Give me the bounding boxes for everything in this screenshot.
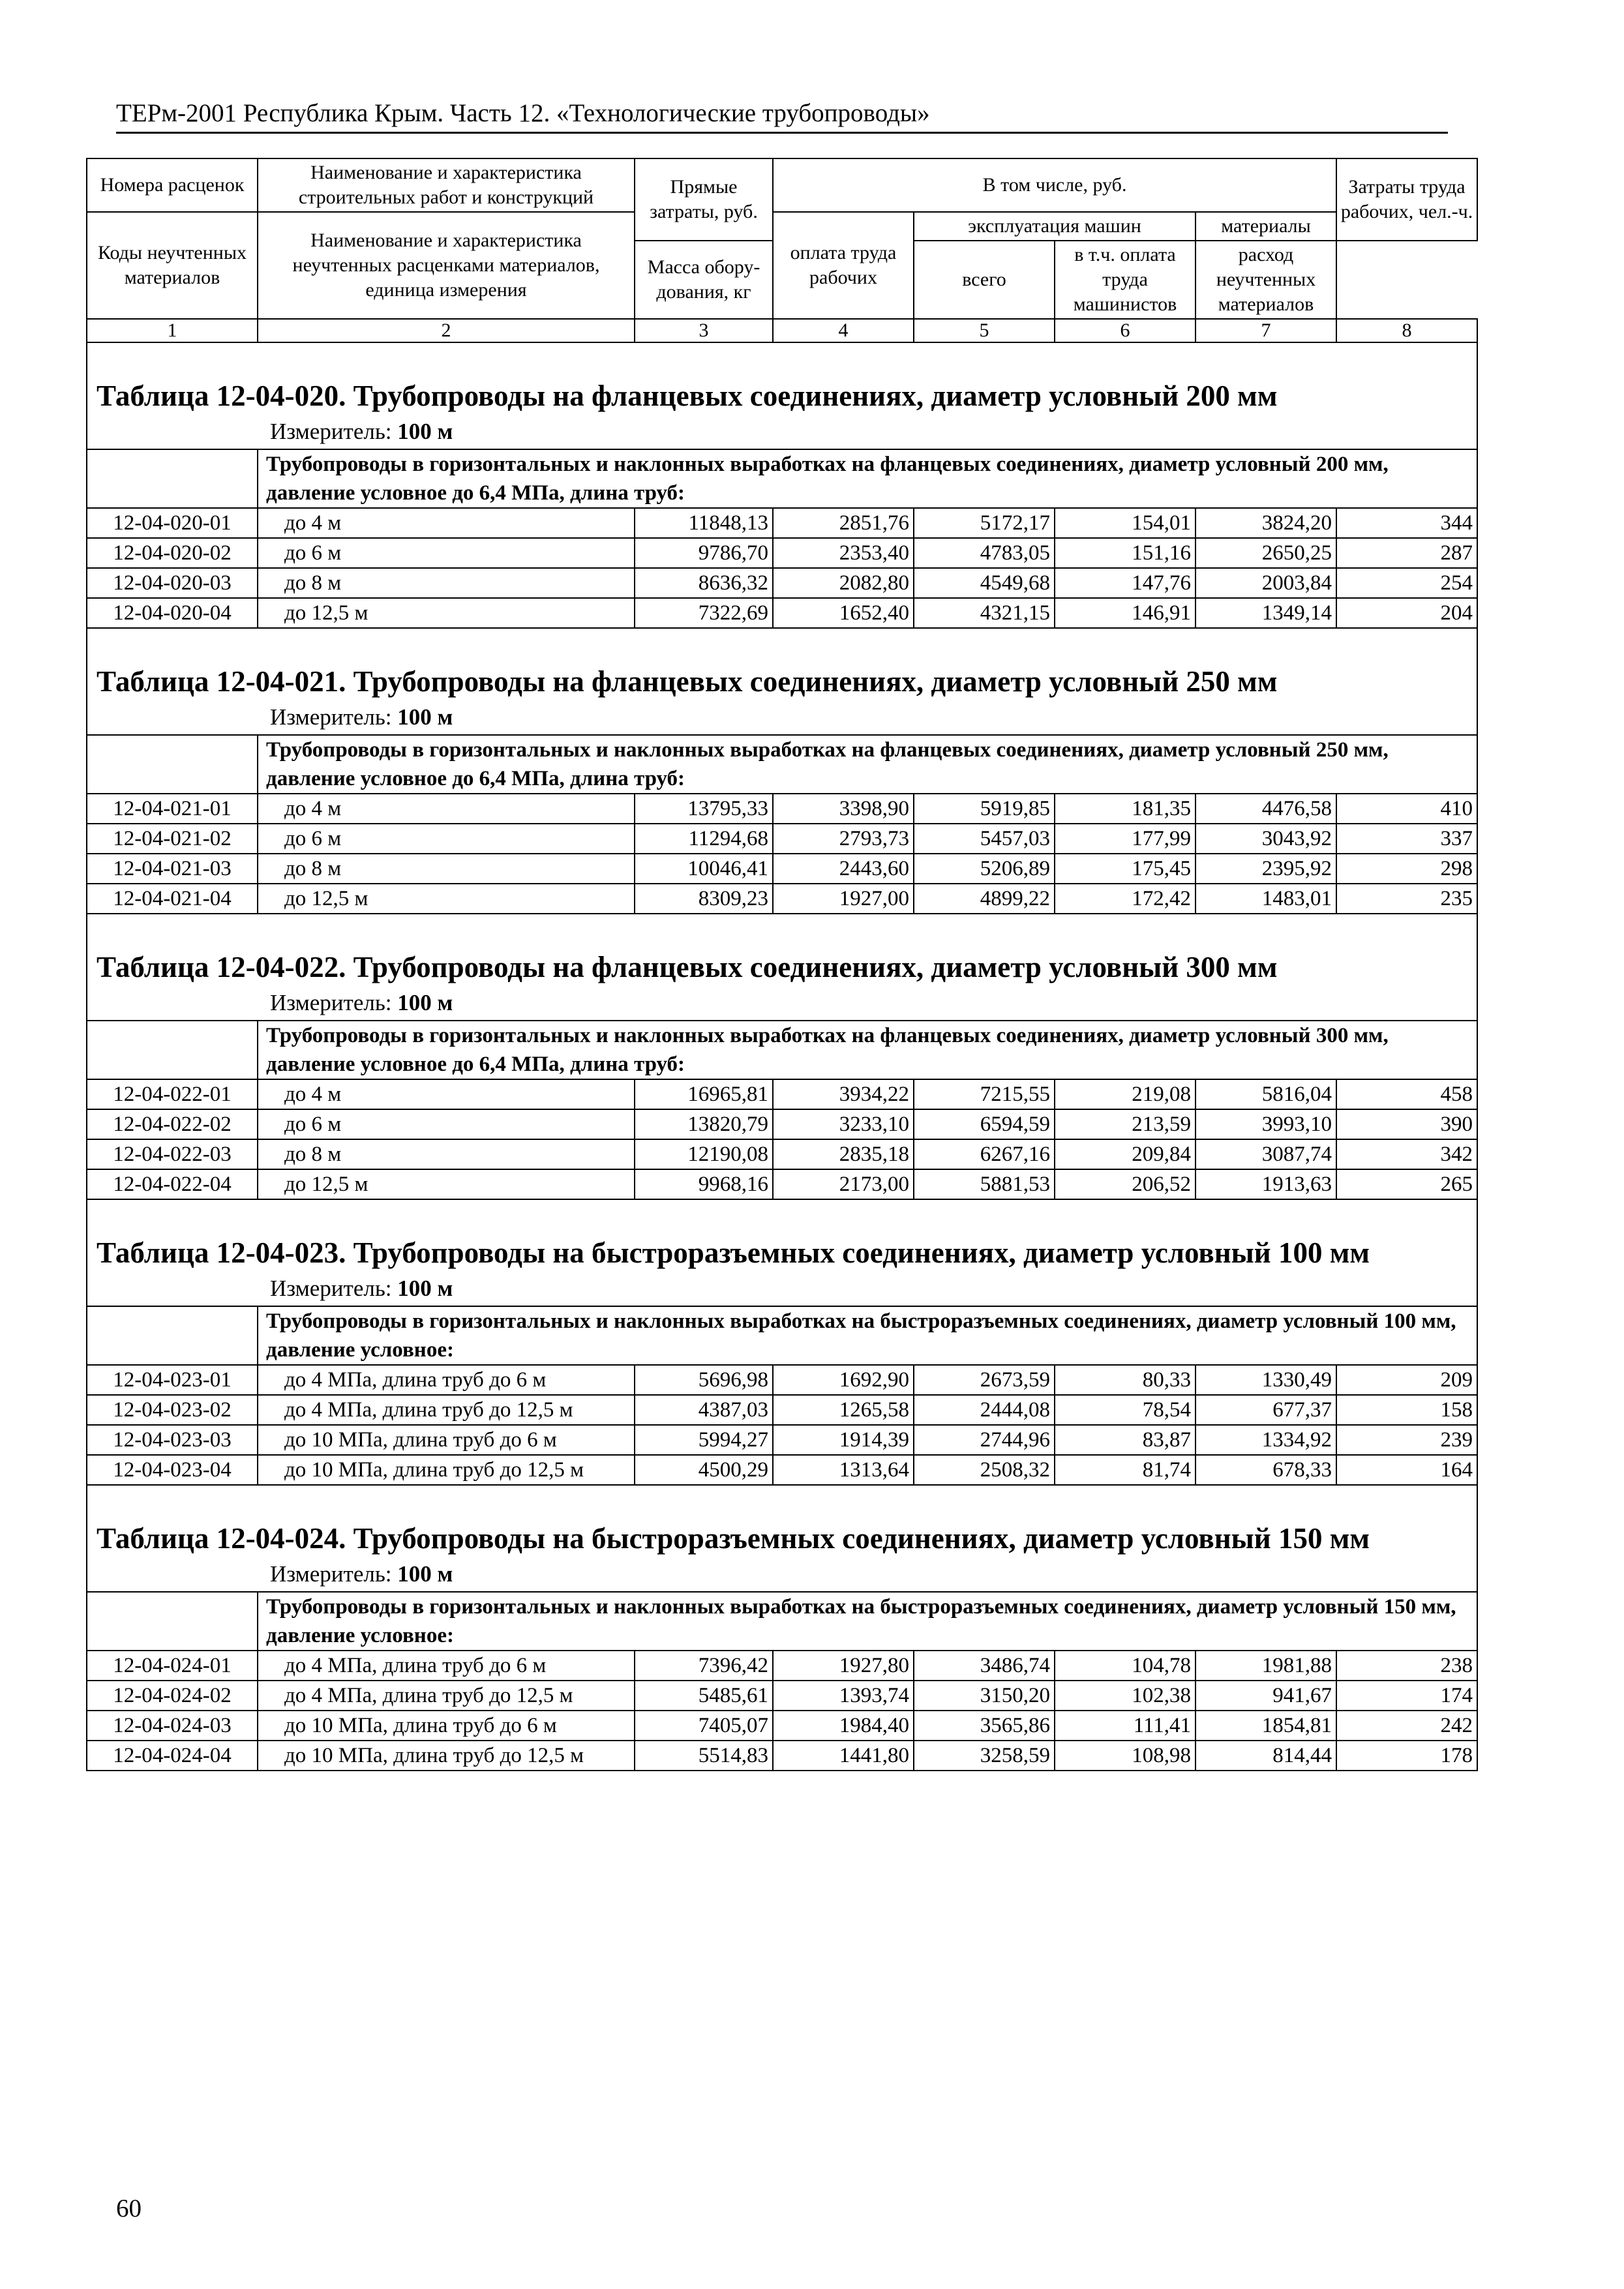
rate-code: 12-04-024-02 <box>87 1681 258 1711</box>
section-heading <box>87 628 1477 735</box>
value-v6: 83,87 <box>1055 1425 1195 1455</box>
page-number: 60 <box>116 2194 142 2222</box>
value-v7: 4476,58 <box>1195 794 1336 824</box>
section-heading <box>87 914 1477 1021</box>
value-v7: 1334,92 <box>1195 1425 1336 1455</box>
value-v6: 78,54 <box>1055 1395 1195 1425</box>
value-v3: 13820,79 <box>635 1109 773 1139</box>
measure-value: 100 м <box>397 704 453 730</box>
value-v8: 204 <box>1336 598 1477 628</box>
value-v7: 3043,92 <box>1195 824 1336 854</box>
description-code-cell <box>87 1021 258 1079</box>
value-v4: 2082,80 <box>773 568 914 598</box>
rate-name: до 10 МПа, длина труб до 6 м <box>258 1425 635 1455</box>
header-col1-bottom: Коды неучтенных материалов <box>87 212 258 319</box>
table-row <box>87 1455 1477 1485</box>
measure-value: 100 м <box>397 990 453 1015</box>
value-v8: 238 <box>1336 1651 1477 1681</box>
measure-value: 100 м <box>397 1276 453 1301</box>
value-v6: 108,98 <box>1055 1741 1195 1771</box>
work-description: Трубопроводы в горизонтальных и наклонных выработках на фланцевых соединениях, диаметр условный 250 мм, давление условное до 6,4 МПа, длина труб: <box>258 735 1477 794</box>
rate-code: 12-04-022-02 <box>87 1109 258 1139</box>
header-machines: эксплуатация машин <box>914 212 1195 241</box>
header-col6: в т.ч. оплата труда машинистов <box>1055 241 1195 319</box>
value-v7: 3087,74 <box>1195 1139 1336 1169</box>
description-row <box>87 1306 1477 1365</box>
table-row <box>87 568 1477 598</box>
value-v5: 5206,89 <box>914 854 1055 884</box>
description-row <box>87 1021 1477 1079</box>
rate-code: 12-04-020-01 <box>87 508 258 538</box>
value-v3: 5994,27 <box>635 1425 773 1455</box>
table-row <box>87 538 1477 568</box>
value-v8: 235 <box>1336 884 1477 914</box>
value-v4: 2851,76 <box>773 508 914 538</box>
value-v3: 4387,03 <box>635 1395 773 1425</box>
value-v8: 164 <box>1336 1455 1477 1485</box>
value-v6: 175,45 <box>1055 854 1195 884</box>
rate-code: 12-04-023-03 <box>87 1425 258 1455</box>
value-v7: 678,33 <box>1195 1455 1336 1485</box>
rate-code: 12-04-022-04 <box>87 1169 258 1199</box>
rate-code: 12-04-021-03 <box>87 854 258 884</box>
rate-code: 12-04-022-03 <box>87 1139 258 1169</box>
value-v4: 1441,80 <box>773 1741 914 1771</box>
measure-value: 100 м <box>397 419 453 444</box>
value-v3: 7396,42 <box>635 1651 773 1681</box>
value-v3: 9968,16 <box>635 1169 773 1199</box>
value-v4: 1652,40 <box>773 598 914 628</box>
column-number-row <box>87 319 1477 342</box>
work-description: Трубопроводы в горизонтальных и наклонных выработках на быстроразъемных соединениях, диаметр условный 150 мм, давление условное: <box>258 1592 1477 1651</box>
rate-name: до 8 м <box>258 854 635 884</box>
value-v5: 3565,86 <box>914 1711 1055 1741</box>
value-v5: 5457,03 <box>914 824 1055 854</box>
value-v3: 8636,32 <box>635 568 773 598</box>
value-v8: 390 <box>1336 1109 1477 1139</box>
value-v4: 1927,00 <box>773 884 914 914</box>
value-v3: 13795,33 <box>635 794 773 824</box>
value-v7: 941,67 <box>1195 1681 1336 1711</box>
rate-name: до 4 МПа, длина труб до 12,5 м <box>258 1681 635 1711</box>
col-number: 3 <box>635 319 773 342</box>
description-row <box>87 735 1477 794</box>
value-v8: 410 <box>1336 794 1477 824</box>
rate-code: 12-04-020-03 <box>87 568 258 598</box>
rate-name: до 4 МПа, длина труб до 12,5 м <box>258 1395 635 1425</box>
value-v6: 102,38 <box>1055 1681 1195 1711</box>
header-row-1 <box>87 158 1477 212</box>
measure-label: Измеритель: <box>270 990 392 1015</box>
value-v5: 4899,22 <box>914 884 1055 914</box>
value-v5: 5919,85 <box>914 794 1055 824</box>
value-v8: 242 <box>1336 1711 1477 1741</box>
rate-name: до 8 м <box>258 568 635 598</box>
value-v5: 2508,32 <box>914 1455 1055 1485</box>
value-v8: 254 <box>1336 568 1477 598</box>
value-v5: 7215,55 <box>914 1079 1055 1109</box>
header-col4: оплата труда рабочих <box>773 212 914 319</box>
rate-code: 12-04-021-02 <box>87 824 258 854</box>
col-number: 2 <box>258 319 635 342</box>
header-materials: материалы <box>1195 212 1336 241</box>
table-row <box>87 854 1477 884</box>
value-v4: 1265,58 <box>773 1395 914 1425</box>
value-v5: 5881,53 <box>914 1169 1055 1199</box>
value-v3: 16965,81 <box>635 1079 773 1109</box>
table-row <box>87 1741 1477 1771</box>
table-row <box>87 598 1477 628</box>
value-v4: 1692,90 <box>773 1365 914 1395</box>
value-v6: 81,74 <box>1055 1455 1195 1485</box>
section-heading-row <box>87 1199 1477 1306</box>
header-col8-top: Затраты труда рабочих, чел.-ч. <box>1336 158 1477 241</box>
value-v7: 1854,81 <box>1195 1711 1336 1741</box>
table-row <box>87 1365 1477 1395</box>
value-v3: 5514,83 <box>635 1741 773 1771</box>
rate-code: 12-04-023-04 <box>87 1455 258 1485</box>
value-v4: 2835,18 <box>773 1139 914 1169</box>
value-v4: 2353,40 <box>773 538 914 568</box>
rate-name: до 10 МПа, длина труб до 6 м <box>258 1711 635 1741</box>
value-v6: 181,35 <box>1055 794 1195 824</box>
header-col7: расход неучтенных материалов <box>1195 241 1336 319</box>
rate-name: до 8 м <box>258 1139 635 1169</box>
section-heading-row <box>87 342 1477 449</box>
running-head: ТЕРм-2001 Республика Крым. Часть 12. «Технологические трубопроводы» <box>116 98 1448 134</box>
value-v4: 2173,00 <box>773 1169 914 1199</box>
value-v7: 1483,01 <box>1195 884 1336 914</box>
value-v7: 5816,04 <box>1195 1079 1336 1109</box>
value-v5: 2744,96 <box>914 1425 1055 1455</box>
measure-label: Измеритель: <box>270 1276 392 1301</box>
section-heading <box>87 342 1477 449</box>
value-v7: 1349,14 <box>1195 598 1336 628</box>
table-title: Таблица 12-04-023. Трубопроводы на быстроразъемных соединениях, диаметр условный 100 мм <box>97 1236 1370 1269</box>
section-heading <box>87 1199 1477 1306</box>
value-v4: 3934,22 <box>773 1079 914 1109</box>
value-v8: 287 <box>1336 538 1477 568</box>
value-v5: 4549,68 <box>914 568 1055 598</box>
measure-value: 100 м <box>397 1561 453 1587</box>
col-number: 1 <box>87 319 258 342</box>
header-col2-bottom: Наименование и характеристика неучтенных расценками материалов, единица измерения <box>258 212 635 319</box>
table-row <box>87 824 1477 854</box>
description-code-cell <box>87 735 258 794</box>
value-v6: 111,41 <box>1055 1711 1195 1741</box>
value-v6: 206,52 <box>1055 1169 1195 1199</box>
value-v3: 7322,69 <box>635 598 773 628</box>
value-v6: 146,91 <box>1055 598 1195 628</box>
table-title: Таблица 12-04-021. Трубопроводы на фланцевых соединениях, диаметр условный 250 мм <box>97 665 1278 698</box>
value-v8: 337 <box>1336 824 1477 854</box>
col-number: 7 <box>1195 319 1336 342</box>
rate-code: 12-04-020-04 <box>87 598 258 628</box>
col-number: 8 <box>1336 319 1477 342</box>
table-row <box>87 1425 1477 1455</box>
value-v4: 2443,60 <box>773 854 914 884</box>
value-v8: 174 <box>1336 1681 1477 1711</box>
header-col1-top: Номера расценок <box>87 158 258 212</box>
value-v7: 677,37 <box>1195 1395 1336 1425</box>
rate-code: 12-04-024-01 <box>87 1651 258 1681</box>
section-heading-row <box>87 914 1477 1021</box>
work-description: Трубопроводы в горизонтальных и наклонных выработках на быстроразъемных соединениях, диаметр условный 100 мм, давление условное: <box>258 1306 1477 1365</box>
rate-name: до 4 МПа, длина труб до 6 м <box>258 1651 635 1681</box>
value-v5: 6267,16 <box>914 1139 1055 1169</box>
rate-code: 12-04-020-02 <box>87 538 258 568</box>
value-v4: 1313,64 <box>773 1455 914 1485</box>
value-v5: 6594,59 <box>914 1109 1055 1139</box>
value-v6: 219,08 <box>1055 1079 1195 1109</box>
value-v6: 177,99 <box>1055 824 1195 854</box>
rate-code: 12-04-021-04 <box>87 884 258 914</box>
rate-name: до 12,5 м <box>258 1169 635 1199</box>
value-v7: 1330,49 <box>1195 1365 1336 1395</box>
table-row <box>87 884 1477 914</box>
measure-label: Измеритель: <box>270 1561 392 1587</box>
value-v5: 4321,15 <box>914 598 1055 628</box>
table-body <box>87 158 1477 1771</box>
header-incl: В том числе, руб. <box>773 158 1336 212</box>
description-code-cell <box>87 449 258 508</box>
description-code-cell <box>87 1306 258 1365</box>
work-description: Трубопроводы в горизонтальных и наклонных выработках на фланцевых соединениях, диаметр условный 200 мм, давление условное до 6,4 МПа, длина труб: <box>258 449 1477 508</box>
table-row <box>87 1651 1477 1681</box>
rate-name: до 6 м <box>258 1109 635 1139</box>
rate-code: 12-04-022-01 <box>87 1079 258 1109</box>
table-row <box>87 1139 1477 1169</box>
value-v8: 158 <box>1336 1395 1477 1425</box>
rate-name: до 4 м <box>258 1079 635 1109</box>
value-v3: 8309,23 <box>635 884 773 914</box>
rate-name: до 6 м <box>258 538 635 568</box>
value-v6: 172,42 <box>1055 884 1195 914</box>
table-row <box>87 1109 1477 1139</box>
value-v6: 151,16 <box>1055 538 1195 568</box>
measure-label: Измеритель: <box>270 419 392 444</box>
value-v7: 1913,63 <box>1195 1169 1336 1199</box>
value-v8: 209 <box>1336 1365 1477 1395</box>
table-row <box>87 1711 1477 1741</box>
value-v6: 213,59 <box>1055 1109 1195 1139</box>
rate-code: 12-04-021-01 <box>87 794 258 824</box>
rate-code: 12-04-024-04 <box>87 1741 258 1771</box>
value-v8: 298 <box>1336 854 1477 884</box>
value-v3: 9786,70 <box>635 538 773 568</box>
table-row <box>87 1169 1477 1199</box>
table-row <box>87 794 1477 824</box>
value-v5: 3258,59 <box>914 1741 1055 1771</box>
rate-code: 12-04-024-03 <box>87 1711 258 1741</box>
measure-line <box>97 1557 1467 1591</box>
value-v8: 458 <box>1336 1079 1477 1109</box>
col-number: 6 <box>1055 319 1195 342</box>
value-v3: 11294,68 <box>635 824 773 854</box>
rates-table <box>86 158 1478 1771</box>
header-row-2 <box>87 212 1477 241</box>
value-v5: 3150,20 <box>914 1681 1055 1711</box>
value-v6: 104,78 <box>1055 1651 1195 1681</box>
table-row <box>87 1681 1477 1711</box>
value-v5: 4783,05 <box>914 538 1055 568</box>
table-row <box>87 1079 1477 1109</box>
value-v8: 239 <box>1336 1425 1477 1455</box>
rate-name: до 12,5 м <box>258 598 635 628</box>
description-row <box>87 449 1477 508</box>
section-heading-row <box>87 628 1477 735</box>
value-v3: 4500,29 <box>635 1455 773 1485</box>
rate-name: до 10 МПа, длина труб до 12,5 м <box>258 1455 635 1485</box>
value-v6: 80,33 <box>1055 1365 1195 1395</box>
value-v7: 2395,92 <box>1195 854 1336 884</box>
value-v4: 1984,40 <box>773 1711 914 1741</box>
table-title: Таблица 12-04-020. Трубопроводы на фланцевых соединениях, диаметр условный 200 мм <box>97 380 1278 412</box>
header-col8-bottom: Масса обору-дования, кг <box>635 241 773 319</box>
measure-line <box>97 1272 1467 1306</box>
rate-name: до 4 м <box>258 508 635 538</box>
value-v4: 3233,10 <box>773 1109 914 1139</box>
measure-line <box>97 700 1467 734</box>
value-v4: 3398,90 <box>773 794 914 824</box>
rate-code: 12-04-023-01 <box>87 1365 258 1395</box>
value-v3: 12190,08 <box>635 1139 773 1169</box>
value-v8: 342 <box>1336 1139 1477 1169</box>
header-col5: всего <box>914 241 1055 319</box>
rate-name: до 10 МПа, длина труб до 12,5 м <box>258 1741 635 1771</box>
value-v7: 3824,20 <box>1195 508 1336 538</box>
value-v8: 344 <box>1336 508 1477 538</box>
section-heading-row <box>87 1485 1477 1592</box>
section-heading <box>87 1485 1477 1592</box>
header-col3: Прямые затраты, руб. <box>635 158 773 241</box>
description-row <box>87 1592 1477 1651</box>
value-v4: 1914,39 <box>773 1425 914 1455</box>
col-number: 4 <box>773 319 914 342</box>
value-v3: 11848,13 <box>635 508 773 538</box>
value-v8: 178 <box>1336 1741 1477 1771</box>
value-v3: 7405,07 <box>635 1711 773 1741</box>
description-code-cell <box>87 1592 258 1651</box>
rate-name: до 4 м <box>258 794 635 824</box>
value-v4: 1927,80 <box>773 1651 914 1681</box>
value-v5: 3486,74 <box>914 1651 1055 1681</box>
measure-line <box>97 986 1467 1020</box>
col-number: 5 <box>914 319 1055 342</box>
value-v7: 814,44 <box>1195 1741 1336 1771</box>
table-title: Таблица 12-04-024. Трубопроводы на быстроразъемных соединениях, диаметр условный 150 мм <box>97 1522 1370 1555</box>
header-col2-top: Наименование и характеристика строительных работ и конструкций <box>258 158 635 212</box>
value-v4: 2793,73 <box>773 824 914 854</box>
value-v5: 5172,17 <box>914 508 1055 538</box>
measure-label: Измеритель: <box>270 704 392 730</box>
rate-code: 12-04-023-02 <box>87 1395 258 1425</box>
value-v8: 265 <box>1336 1169 1477 1199</box>
measure-line <box>97 415 1467 449</box>
table-row <box>87 508 1477 538</box>
rate-name: до 6 м <box>258 824 635 854</box>
value-v5: 2673,59 <box>914 1365 1055 1395</box>
value-v7: 1981,88 <box>1195 1651 1336 1681</box>
work-description: Трубопроводы в горизонтальных и наклонных выработках на фланцевых соединениях, диаметр условный 300 мм, давление условное до 6,4 МПа, длина труб: <box>258 1021 1477 1079</box>
rate-name: до 4 МПа, длина труб до 6 м <box>258 1365 635 1395</box>
value-v7: 3993,10 <box>1195 1109 1336 1139</box>
value-v5: 2444,08 <box>914 1395 1055 1425</box>
value-v6: 147,76 <box>1055 568 1195 598</box>
value-v3: 5485,61 <box>635 1681 773 1711</box>
value-v6: 154,01 <box>1055 508 1195 538</box>
value-v6: 209,84 <box>1055 1139 1195 1169</box>
value-v7: 2003,84 <box>1195 568 1336 598</box>
value-v7: 2650,25 <box>1195 538 1336 568</box>
value-v3: 10046,41 <box>635 854 773 884</box>
rate-name: до 12,5 м <box>258 884 635 914</box>
table-row <box>87 1395 1477 1425</box>
value-v4: 1393,74 <box>773 1681 914 1711</box>
value-v3: 5696,98 <box>635 1365 773 1395</box>
table-title: Таблица 12-04-022. Трубопроводы на фланцевых соединениях, диаметр условный 300 мм <box>97 951 1278 983</box>
